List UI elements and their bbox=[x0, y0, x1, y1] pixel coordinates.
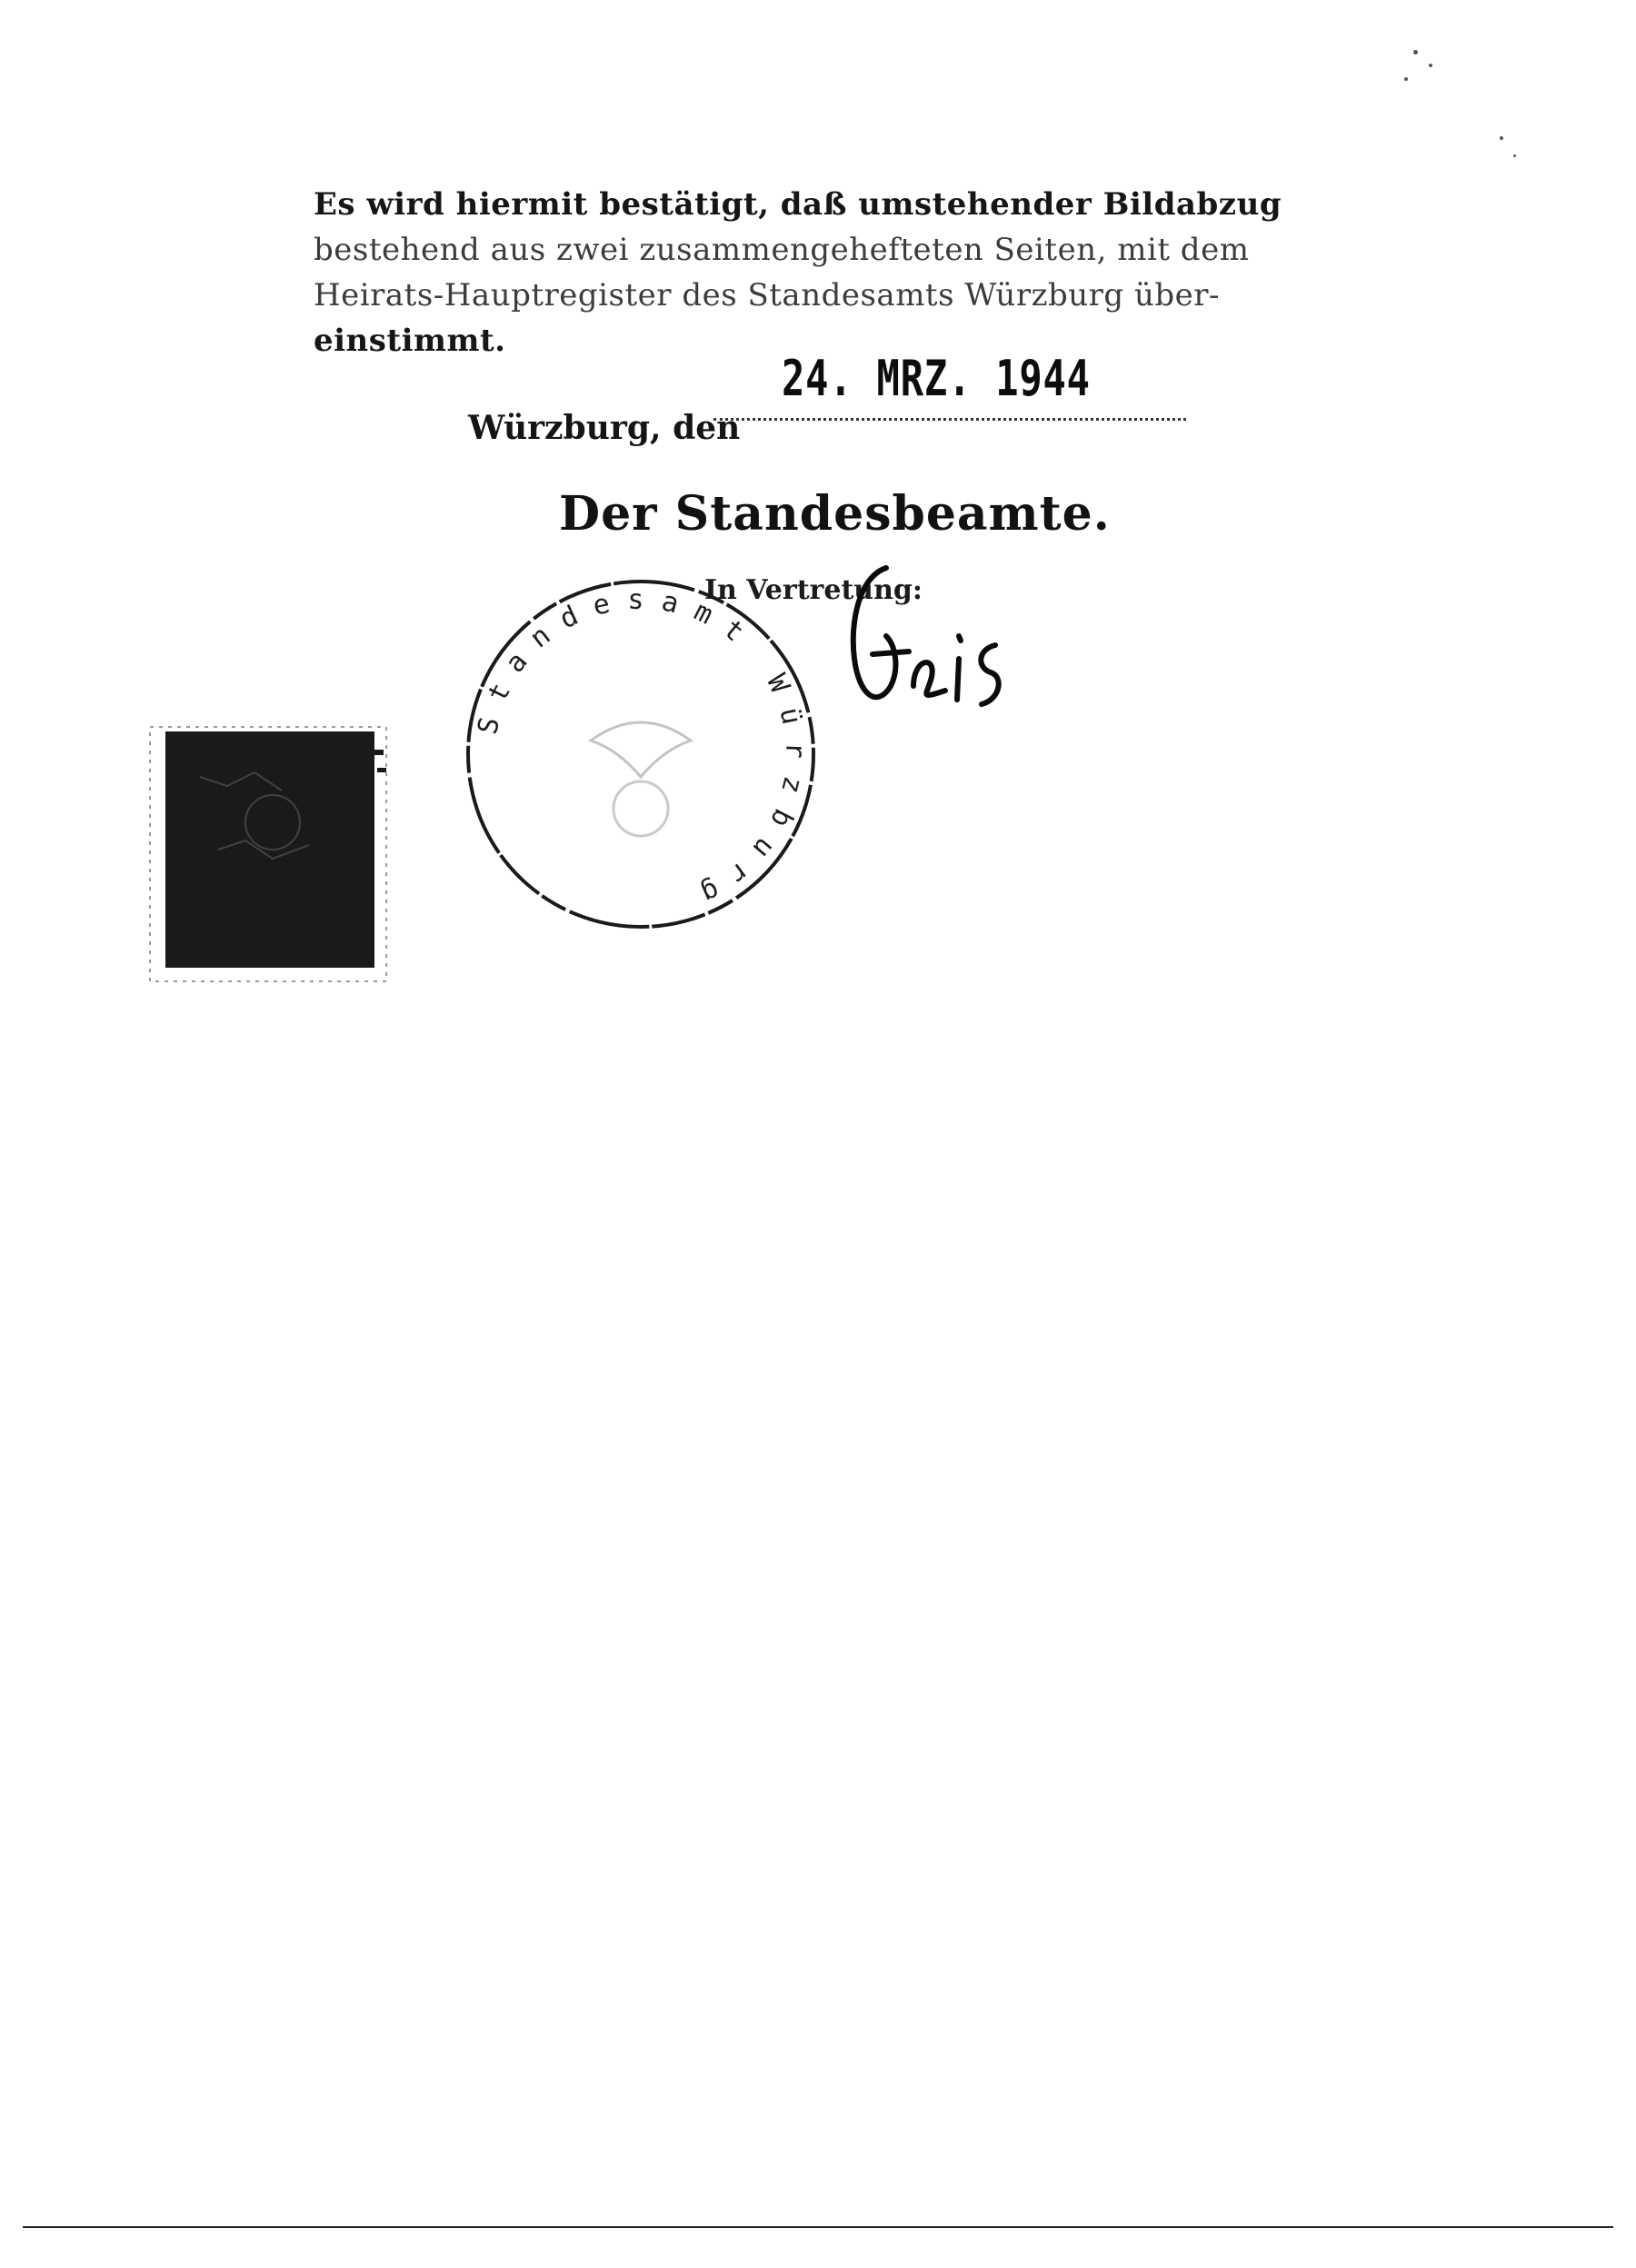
scan-speck bbox=[1500, 136, 1503, 140]
place-date-dotted-line bbox=[713, 418, 1186, 421]
scan-speck bbox=[1413, 50, 1418, 55]
handwritten-signature bbox=[823, 550, 1032, 741]
scan-speck bbox=[1429, 64, 1432, 67]
scan-speck bbox=[1404, 77, 1408, 81]
certification-line-3: Heirats-Hauptregister des Standesamts Würzburg über- bbox=[314, 277, 1220, 313]
certification-paragraph bbox=[314, 182, 1282, 363]
seal-outer-ring bbox=[468, 582, 813, 927]
deputy-label: In Vertretung: bbox=[704, 574, 923, 606]
bottom-rule bbox=[23, 2226, 1613, 2228]
signature-text: Geis bbox=[827, 736, 830, 737]
scan-speck bbox=[1513, 154, 1516, 157]
official-seal bbox=[454, 568, 827, 940]
place-label: Würzburg, den bbox=[468, 409, 741, 447]
seal-ring-text: Standesamt Würzburg bbox=[472, 583, 812, 917]
certification-line-4: einstimmt. bbox=[314, 323, 506, 359]
official-title: Der Standesbeamte. bbox=[559, 486, 1111, 542]
date-stamp: 24. MRZ. 1944 bbox=[782, 350, 1091, 407]
certification-line-1: Es wird hiermit bestätigt, daß umstehender Bildabzug bbox=[314, 186, 1282, 223]
certification-line-2: bestehend aus zwei zusammengehefteten Seiten, mit dem bbox=[314, 232, 1250, 268]
revenue-stamp bbox=[145, 722, 400, 995]
eagle-emblem-icon bbox=[591, 722, 691, 836]
